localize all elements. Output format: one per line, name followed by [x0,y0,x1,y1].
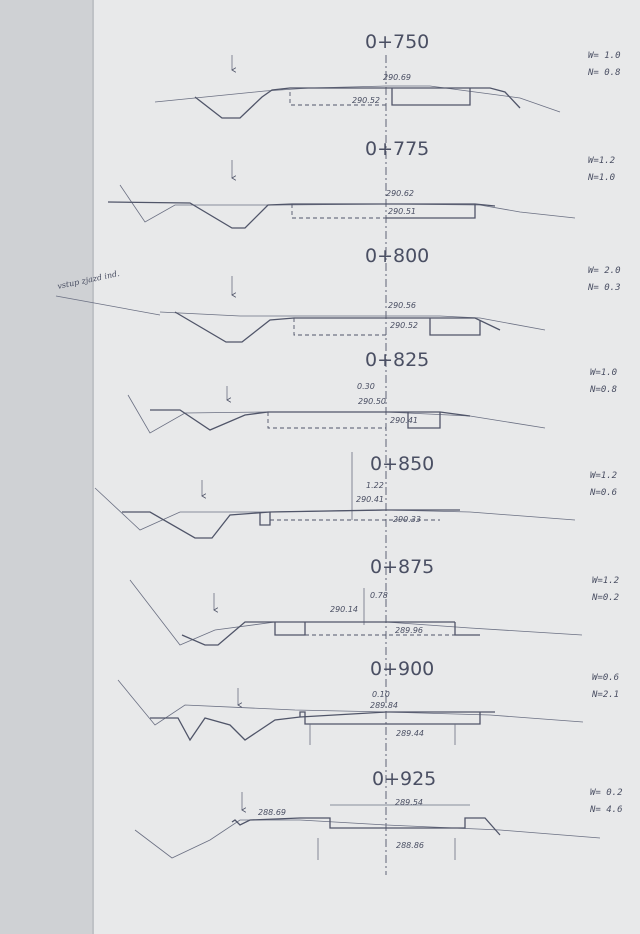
offset-value: 0.10 [372,690,390,699]
station-label: 0+750 [365,31,430,53]
elevation-bottom: 290.52 [390,321,418,330]
section-0-900 [118,658,619,745]
section-0-750 [155,31,621,118]
elevation-bottom: 289.96 [395,626,423,635]
offset-value: 0.78 [370,591,388,600]
note-leader [56,296,160,315]
curb-left [275,622,305,635]
station-label: 0+900 [370,658,435,680]
section-0-800 [56,245,621,342]
elevation-top: 290.50 [358,397,386,406]
w-value: W=1.2 [592,576,620,586]
road-outline [232,818,500,835]
n-value: N=2.1 [592,690,620,700]
road-outline [108,202,495,228]
elevation-top: 290.56 [388,301,416,310]
offset-value: 0.30 [357,382,375,391]
n-value: N=1.0 [588,173,616,183]
n-value: N=0.6 [590,488,618,498]
note-vstup-zjazd: vstup zjazd ind. [56,268,121,291]
elevation-bottom: 288.86 [396,841,424,850]
terrain-line [160,312,545,330]
section-0-875 [130,556,619,645]
w-value: W= 0.2 [590,788,623,798]
n-value: N= 0.8 [588,68,621,78]
road-outline [150,712,495,740]
elevation-bottom: 290.51 [388,207,416,216]
subgrade-line [268,412,386,428]
station-label: 0+775 [365,138,430,160]
subgrade-line [294,318,386,335]
station-label: 0+925 [372,768,437,790]
section-0-925 [135,768,623,860]
w-value: W= 2.0 [588,266,621,276]
elevation-bottom: 290.41 [390,416,418,425]
pavement-layer [430,318,480,335]
curb-left [260,512,270,525]
n-value: N= 4.6 [590,805,623,815]
elevation-top: 289.84 [370,701,398,710]
elevation-top: 289.54 [395,798,423,807]
elevation-top: 290.14 [330,605,358,614]
offset-value: 1.22 [366,481,384,490]
n-value: N= 0.3 [588,283,621,293]
w-value: W= 1.0 [588,51,621,61]
pavement-layer [392,88,470,105]
section-0-775 [108,138,615,228]
terrain-line [118,680,583,725]
elevation-bottom: 290.33 [393,515,421,524]
elevation-top: 290.41 [356,495,384,504]
elevation-bottom: 289.44 [396,729,424,738]
terrain-line [128,395,545,433]
elevation-bottom: 290.52 [352,96,380,105]
subgrade-line [292,204,386,218]
terrain-line [95,488,575,530]
section-0-825 [128,349,617,433]
elevation-top: 290.69 [383,73,411,82]
w-value: W=1.2 [590,471,618,481]
station-label: 0+875 [370,556,435,578]
elevation-left: 288.69 [258,808,286,817]
w-value: W=1.2 [588,156,616,166]
terrain-line [135,820,600,858]
station-label: 0+850 [370,453,435,475]
section-0-850 [95,452,617,538]
station-label: 0+800 [365,245,430,267]
n-value: N=0.8 [590,385,618,395]
w-value: W=1.0 [590,368,618,378]
w-value: W=0.6 [592,673,620,683]
station-label: 0+825 [365,349,430,371]
n-value: N=0.2 [592,593,620,603]
elevation-top: 290.62 [386,189,414,198]
